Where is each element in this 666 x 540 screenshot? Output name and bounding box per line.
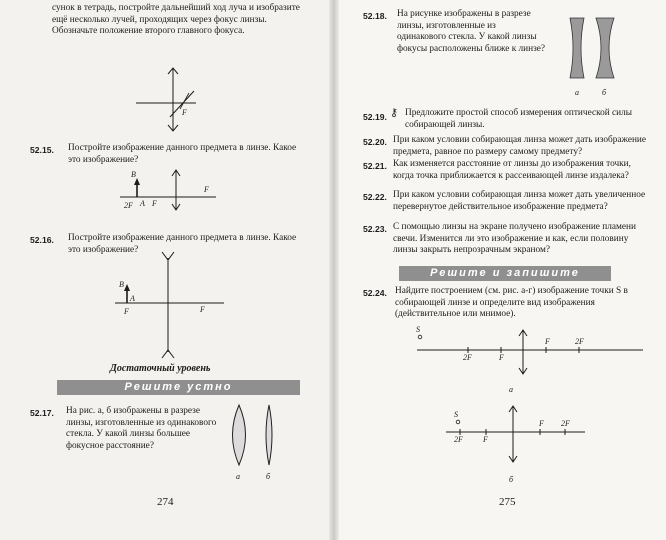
section-banner: Решите и запишите [399,266,611,281]
lens-b-label: б [602,88,607,97]
figure-52-18-lenses [568,15,628,100]
book-gutter [329,0,339,540]
lens-b-label: б [266,472,271,481]
point-s-label: S [416,325,420,334]
focus-right-label: F [204,185,209,194]
problem-number: 52.15. [30,145,54,155]
figure-52-15 [116,165,226,215]
problem-number: 52.23. [363,224,387,234]
object-arrow-head [124,284,130,291]
problem-text: При каком условии собирающая линза может дать изображение предмета, равное по размеру самому предмету? [393,135,647,157]
two-f-right-label: 2F [561,419,570,428]
problem-number: 52.18. [363,11,387,21]
focus-left-label: F [124,307,129,316]
problem-number: 52.20. [363,137,387,147]
problem-text: Постройте изображение данного предмета в линзе. Какое это изображение? [68,233,297,255]
page-number: 274 [157,496,174,508]
problem-number: 52.22. [363,192,387,202]
point-s-marker [456,420,460,424]
problem-number: 52.19. [363,112,387,122]
problem-text: Предложите простой способ измерения оптической силы собирающей линзы. [405,108,633,130]
level-title: Достаточный уровень [110,363,211,374]
biconvex-lens-b [266,405,272,465]
section-banner: Решите устно [57,380,300,395]
problem-text: Найдите построением (см. рис. а-г) изображение точки S в собирающей линзе и определите вид изображения (действительное или мнимое). [395,286,628,320]
figure-caption: а [509,385,513,394]
key-icon: ⚷ [390,107,399,119]
figure-caption: б [509,475,514,484]
problem-number: 52.24. [363,288,387,298]
point-s-marker [418,335,422,339]
figure-52-16 [112,256,232,356]
problem-text: С помощью линзы на экране получено изображение пламени свечи. Изменится ли это изображение и как, если половину линзы закрыть непрозрачным экраном? [393,222,636,256]
point-a-label: A [130,294,135,303]
problem-text: На рис. а, б изображены в разрезе линзы, изготовленные из одинакового стекла. У какой линзы большее фокусное расстояние? [66,406,217,451]
focus-left-label: F [483,435,488,444]
point-b-label: B [119,280,124,289]
problem-text: Как изменяется расстояние от линзы до изображения точки, когда точка приближается к рассеивающей линзе издалека? [393,159,631,181]
problem-text: При каком условии собирающая линза может дать увеличенное перевернутое действительное изображение предмета? [393,190,646,212]
focus-label: F [182,108,187,117]
problem-text: Постройте изображение данного предмета в линзе. Какое это изображение? [68,143,297,165]
focus-left-label: F [499,353,504,362]
figure-52-24-b [443,400,593,490]
lens-a-label: а [236,472,240,481]
right-page [333,0,666,540]
lens-a-label: а [575,88,579,97]
two-f-left-label: 2F [454,435,463,444]
figure-52-24-a [411,322,651,397]
page-number: 275 [499,496,516,508]
focal-plane [180,93,189,109]
biconcave-lens-b [596,18,614,78]
figure-52-17-lenses [225,403,295,481]
problem-text: На рисунке изображены в разрезе линзы, изготовленные из одинакового стекла. У какой линзы фокусы расположены ближе к линзе? [397,9,546,54]
focus-right-label: F [545,337,550,346]
focus-right-label: F [539,419,544,428]
object-arrow-head [134,178,140,185]
intro-text: сунок в тетрадь, постройте дальнейший ход луча и изобразите ещё несколько лучей, проходящих через фокус линзы. Обозначьте положение второго главного фокуса. [52,3,300,37]
problem-number: 52.17. [30,408,54,418]
point-a-label: A [140,199,145,208]
problem-number: 52.16. [30,235,54,245]
point-s-label: S [454,410,458,419]
two-f-label: 2F [124,201,133,210]
focus-right-label: F [200,305,205,314]
biconcave-lens-a [570,18,584,78]
biconvex-lens-a [233,405,246,465]
focus-left-label: F [152,199,157,208]
problem-number: 52.21. [363,161,387,171]
two-f-right-label: 2F [575,337,584,346]
two-f-left-label: 2F [463,353,472,362]
figure-ray-lens [130,65,210,140]
point-b-label: B [131,170,136,179]
